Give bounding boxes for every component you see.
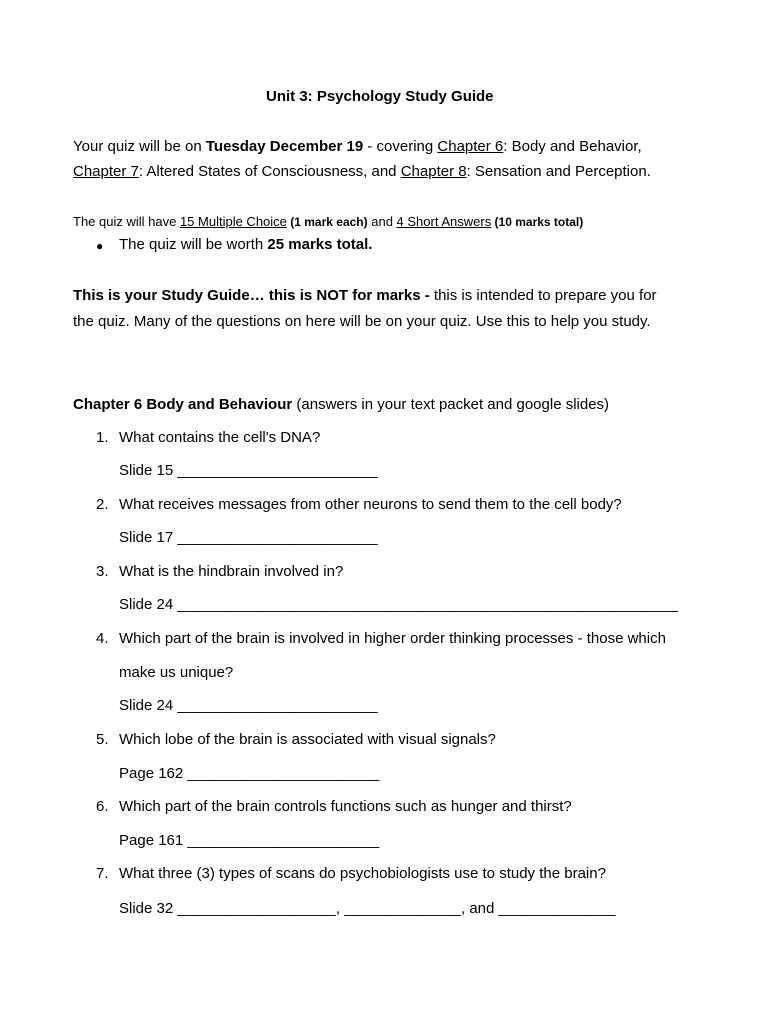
question-number: 1. [96,429,109,446]
section-heading [73,396,609,413]
question-text: What is the hindbrain involved in? [119,563,344,580]
answer-line: Page 161 _______________________ [119,832,380,849]
answer-line: Slide 15 ________________________ [119,462,378,479]
multiple-choice-count: 15 Multiple Choice [179,214,287,229]
quiz-info-text: The quiz will have [73,214,180,229]
answer-line: Slide 32 ___________________, ______________, and ______________ [119,900,616,917]
multiple-choice-marks: (1 mark each) [290,215,368,229]
question-text: Which part of the brain controls functions such as hunger and thirst? [119,798,572,815]
question-text-continued: make us unique? [119,664,234,681]
intro-text: : Sensation and Perception. [466,163,651,180]
question-text: What three (3) types of scans do psychobiologists use to study the brain? [119,865,606,882]
question-number: 3. [96,563,109,580]
bullet-icon: ● [96,239,104,253]
question-number: 5. [96,731,109,748]
answer-line: Slide 24 ____________________________________________________________ [119,596,678,613]
chapter-6-note: (answers in your text packet and google slides) [292,396,610,413]
question-text: What receives messages from other neurons to send them to the cell body? [119,496,622,513]
chapter-8-link: Chapter 8 [400,163,467,180]
quiz-date: Tuesday December 19 [205,138,364,155]
intro-line-2 [73,163,651,180]
bullet-text: The quiz will be worth [119,236,268,253]
intro-line-1 [73,138,642,155]
answer-line: Slide 24 ________________________ [119,697,378,714]
guide-note-bold: This is your Study Guide… this is NOT for marks - [73,287,430,304]
intro-text: - covering [363,138,438,155]
intro-text: : Altered States of Consciousness, and [138,163,401,180]
bullet-item [119,236,372,253]
question-text: What contains the cell's DNA? [119,429,321,446]
answer-line: Slide 17 ________________________ [119,529,378,546]
intro-text: Your quiz will be on [73,138,206,155]
guide-note-line-2: the quiz. Many of the questions on here will be on your quiz. Use this to help you study. [73,313,651,330]
page-title: Unit 3: Psychology Study Guide [266,88,494,105]
quiz-info-line [73,213,583,231]
chapter-6-link: Chapter 6 [437,138,504,155]
short-answer-marks: (10 marks total) [494,215,584,229]
question-number: 6. [96,798,109,815]
chapter-7-link: Chapter 7 [73,163,139,180]
question-number: 4. [96,630,109,647]
question-text: Which part of the brain is involved in higher order thinking processes - those which [119,630,666,647]
question-number: 7. [96,865,109,882]
intro-text: : Body and Behavior, [503,138,642,155]
guide-note-line-1 [73,287,657,304]
question-text: Which lobe of the brain is associated with visual signals? [119,731,496,748]
total-marks: 25 marks total. [267,236,373,253]
guide-note-text: this is intended to prepare you for [429,287,657,304]
chapter-6-heading: Chapter 6 Body and Behaviour [73,396,293,413]
question-number: 2. [96,496,109,513]
answer-line: Page 162 _______________________ [119,765,380,782]
short-answer-count: 4 Short Answers [396,214,492,229]
quiz-info-text: and [367,214,397,229]
